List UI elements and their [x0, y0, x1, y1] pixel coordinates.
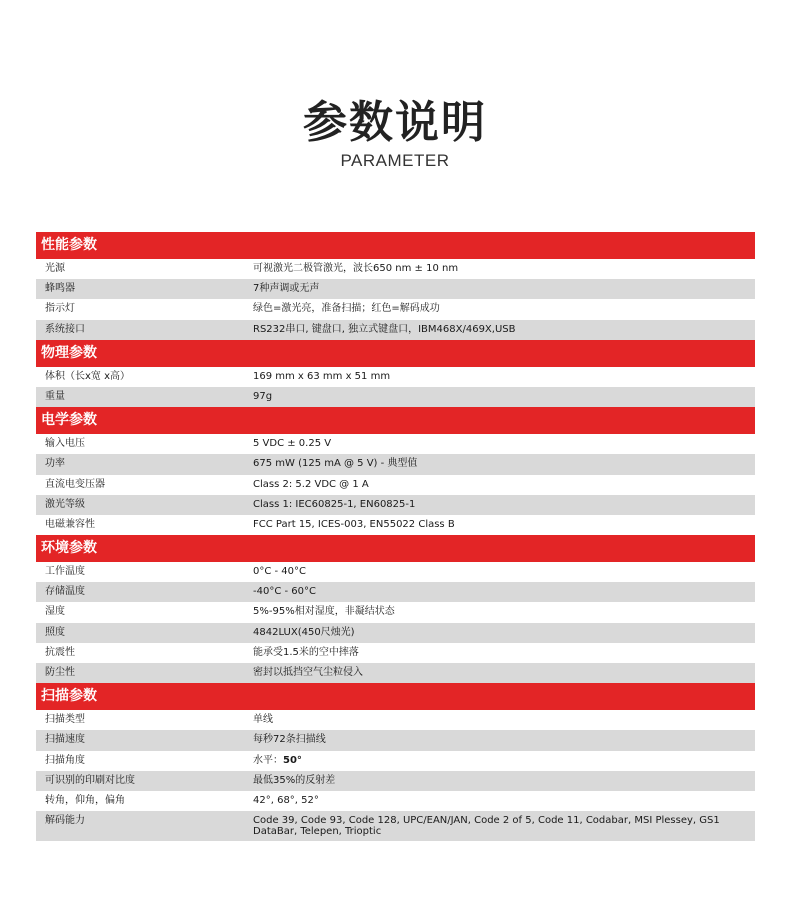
row-value: 每秒72条扫描线 [253, 734, 326, 746]
row-value: Class 2: 5.2 VDC @ 1 A [253, 478, 369, 490]
table-row [36, 582, 755, 602]
table-row [36, 259, 755, 279]
row-key: 扫描速度 [45, 734, 85, 746]
row-key: 指示灯 [45, 303, 75, 315]
table-row [36, 367, 755, 387]
table-row [36, 602, 755, 622]
row-value: 7种声调或无声 [253, 283, 320, 295]
row-value: -40°C - 60°C [253, 586, 316, 598]
row-value-prefix: 水平： [253, 754, 283, 766]
table-row [36, 811, 755, 841]
row-key: 防尘性 [45, 667, 75, 678]
row-key: 电磁兼容性 [45, 518, 95, 530]
table-row [36, 663, 755, 683]
section-header-physical: 物理参数 [36, 340, 755, 367]
row-value [253, 751, 755, 771]
row-value: 密封以抵挡空气尘粒侵入 [253, 667, 363, 678]
row-key: 输入电压 [45, 438, 85, 450]
row-key: 光源 [45, 263, 65, 274]
row-key: 蜂鸣器 [45, 283, 75, 295]
row-value: FCC Part 15, ICES-003, EN55022 Class B [253, 518, 455, 530]
table-row [36, 623, 755, 643]
row-value: 可视激光二极管激光，波长650 nm ± 10 nm [253, 263, 459, 274]
row-key: 功率 [45, 458, 65, 470]
row-key: 扫描类型 [45, 714, 85, 726]
section-header-performance: 性能参数 [36, 232, 755, 259]
row-value: 4842LUX(450尺烛光) [253, 626, 355, 638]
row-value: 97g [253, 390, 273, 402]
table-row [36, 730, 755, 750]
row-key: 转角，仰角，偏角 [45, 794, 125, 806]
table-row [36, 791, 755, 811]
row-key: 抗震性 [45, 646, 75, 658]
page-subtitle: PARAMETER [340, 151, 450, 170]
table-row [36, 475, 755, 495]
row-key: 可识别的印刷对比度 [45, 774, 135, 786]
row-value: 169 mm x 63 mm x 51 mm [253, 370, 391, 382]
row-value: 5 VDC ± 0.25 V [253, 438, 332, 450]
table-row [36, 454, 755, 474]
row-value: 675 mW (125 mA @ 5 V) - 典型值 [253, 458, 418, 470]
row-key: 湿度 [45, 606, 65, 618]
row-key: 体积（长x宽 x高） [45, 370, 131, 382]
table-row [36, 562, 755, 582]
row-value: Code 39, Code 93, Code 128, UPC/EAN/JAN, Code 2 of 5, Code 11, Codabar, MSI Plessey, GS1 DataBar, Telepen, Trioptic [253, 815, 720, 838]
table-row [36, 279, 755, 299]
table-row [36, 643, 755, 663]
row-value: 能承受1.5米的空中摔落 [253, 646, 359, 658]
row-value: 5%-95%相对湿度，非凝结状态 [253, 606, 395, 618]
table-row [36, 771, 755, 791]
row-value: RS232串口, 键盘口, 独立式键盘口，IBM468X/469X,USB [253, 323, 516, 335]
page-title: 参数说明 [303, 97, 487, 148]
row-key: 照度 [45, 626, 65, 638]
row-key: 重量 [45, 390, 65, 402]
table-row [36, 299, 755, 319]
row-value-emphasis: 50° [283, 754, 302, 766]
row-key: 系统接口 [45, 323, 85, 335]
row-key: 激光等级 [45, 498, 85, 510]
row-key: 扫描角度 [45, 754, 85, 766]
row-value: 42°, 68°, 52° [253, 794, 319, 806]
row-value: 0°C - 40°C [253, 566, 307, 578]
table-row [36, 710, 755, 730]
row-key: 解码能力 [45, 815, 85, 827]
page-header [0, 96, 790, 172]
parameter-table [36, 232, 755, 841]
section-header-electrical: 电学参数 [36, 407, 755, 434]
table-row [36, 751, 755, 771]
table-row [36, 387, 755, 407]
table-row [36, 320, 755, 340]
section-header-environment: 环境参数 [36, 535, 755, 562]
table-row [36, 434, 755, 454]
row-key: 工作温度 [45, 566, 85, 578]
table-row [36, 515, 755, 535]
table-row [36, 495, 755, 515]
section-header-scanning: 扫描参数 [36, 683, 755, 710]
row-value: Class 1: IEC60825-1, EN60825-1 [253, 498, 416, 510]
row-value: 单线 [253, 714, 273, 726]
row-value: 最低35%的反射差 [253, 774, 336, 786]
row-key: 直流电变压器 [45, 478, 105, 490]
row-value: 绿色=激光亮，准备扫描；红色=解码成功 [253, 303, 440, 315]
row-key: 存储温度 [45, 586, 85, 598]
